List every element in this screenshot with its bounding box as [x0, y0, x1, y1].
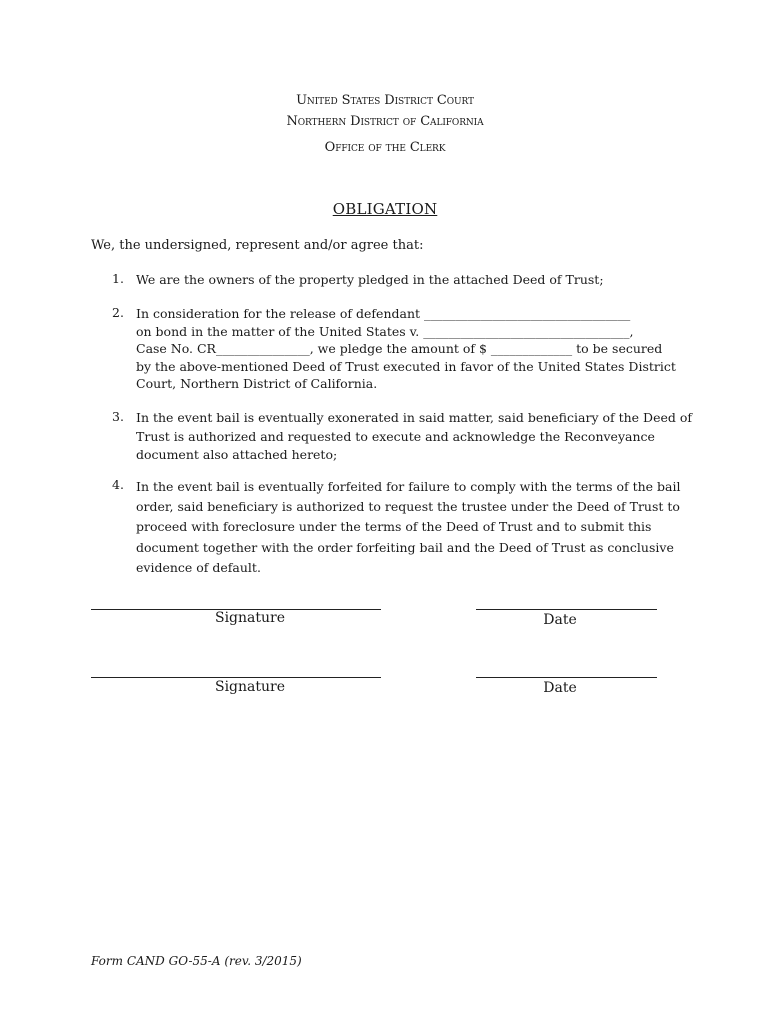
date-line-1[interactable]	[476, 609, 657, 610]
text-line: by the above-mentioned Deed of Trust executed in favor of the United States District	[136, 358, 676, 374]
text-line: evidence of default.	[136, 559, 261, 575]
intro-text: We, the undersigned, represent and/or agree that:	[91, 238, 424, 253]
text-line: Trust is authorized and requested to execute and acknowledge the Reconveyance	[136, 428, 655, 444]
text-line: Case No. CR_______________, we pledge the amount of $ _____________ to be secured	[136, 341, 663, 356]
list-item-number: 2.	[112, 305, 124, 320]
signature-label-1: Signature	[214, 610, 285, 626]
office-name: Office of the Clerk	[324, 140, 446, 155]
text-line: order, said beneficiary is authorized to request the trustee under the Deed of Trust to	[136, 499, 680, 515]
list-item-text	[136, 271, 684, 288]
list-item-text	[136, 305, 684, 393]
document-title: OBLIGATION	[332, 200, 438, 218]
text-line: In the event bail is eventually exonerated in said matter, said beneficiary of the Deed of	[136, 410, 692, 425]
text-line: In the event bail is eventually forfeited for failure to comply with the terms of the bail	[136, 479, 681, 494]
text-line: We are the owners of the property pledged in the attached Deed of Trust;	[136, 272, 604, 287]
court-name: United States District Court	[296, 93, 474, 108]
signature-label-2: Signature	[214, 679, 285, 695]
text-line: document also attached hereto;	[136, 447, 338, 462]
list-item-number: 3.	[112, 409, 124, 424]
list-item-text	[136, 409, 692, 465]
list-item-text	[136, 477, 684, 578]
text-line: proceed with foreclosure under the terms of the Deed of Trust and to submit this	[136, 519, 652, 535]
date-label-2: Date	[543, 680, 577, 696]
text-line: on bond in the matter of the United States v. _________________________________,	[136, 323, 634, 339]
text-line: Court, Northern District of California.	[136, 376, 378, 391]
list-item-number: 4.	[112, 477, 124, 492]
text-line: In consideration for the release of defendant _________________________________	[136, 306, 631, 321]
signature-line-2[interactable]	[91, 677, 381, 678]
list-item-number: 1.	[112, 271, 124, 286]
district-name: Northern District of California	[286, 114, 484, 129]
form-number: Form CAND GO-55-A (rev. 3/2015)	[91, 954, 302, 968]
date-label-1: Date	[543, 612, 577, 628]
text-line: document together with the order forfeiting bail and the Deed of Trust as conclusive	[136, 539, 674, 555]
date-line-2[interactable]	[476, 677, 657, 678]
